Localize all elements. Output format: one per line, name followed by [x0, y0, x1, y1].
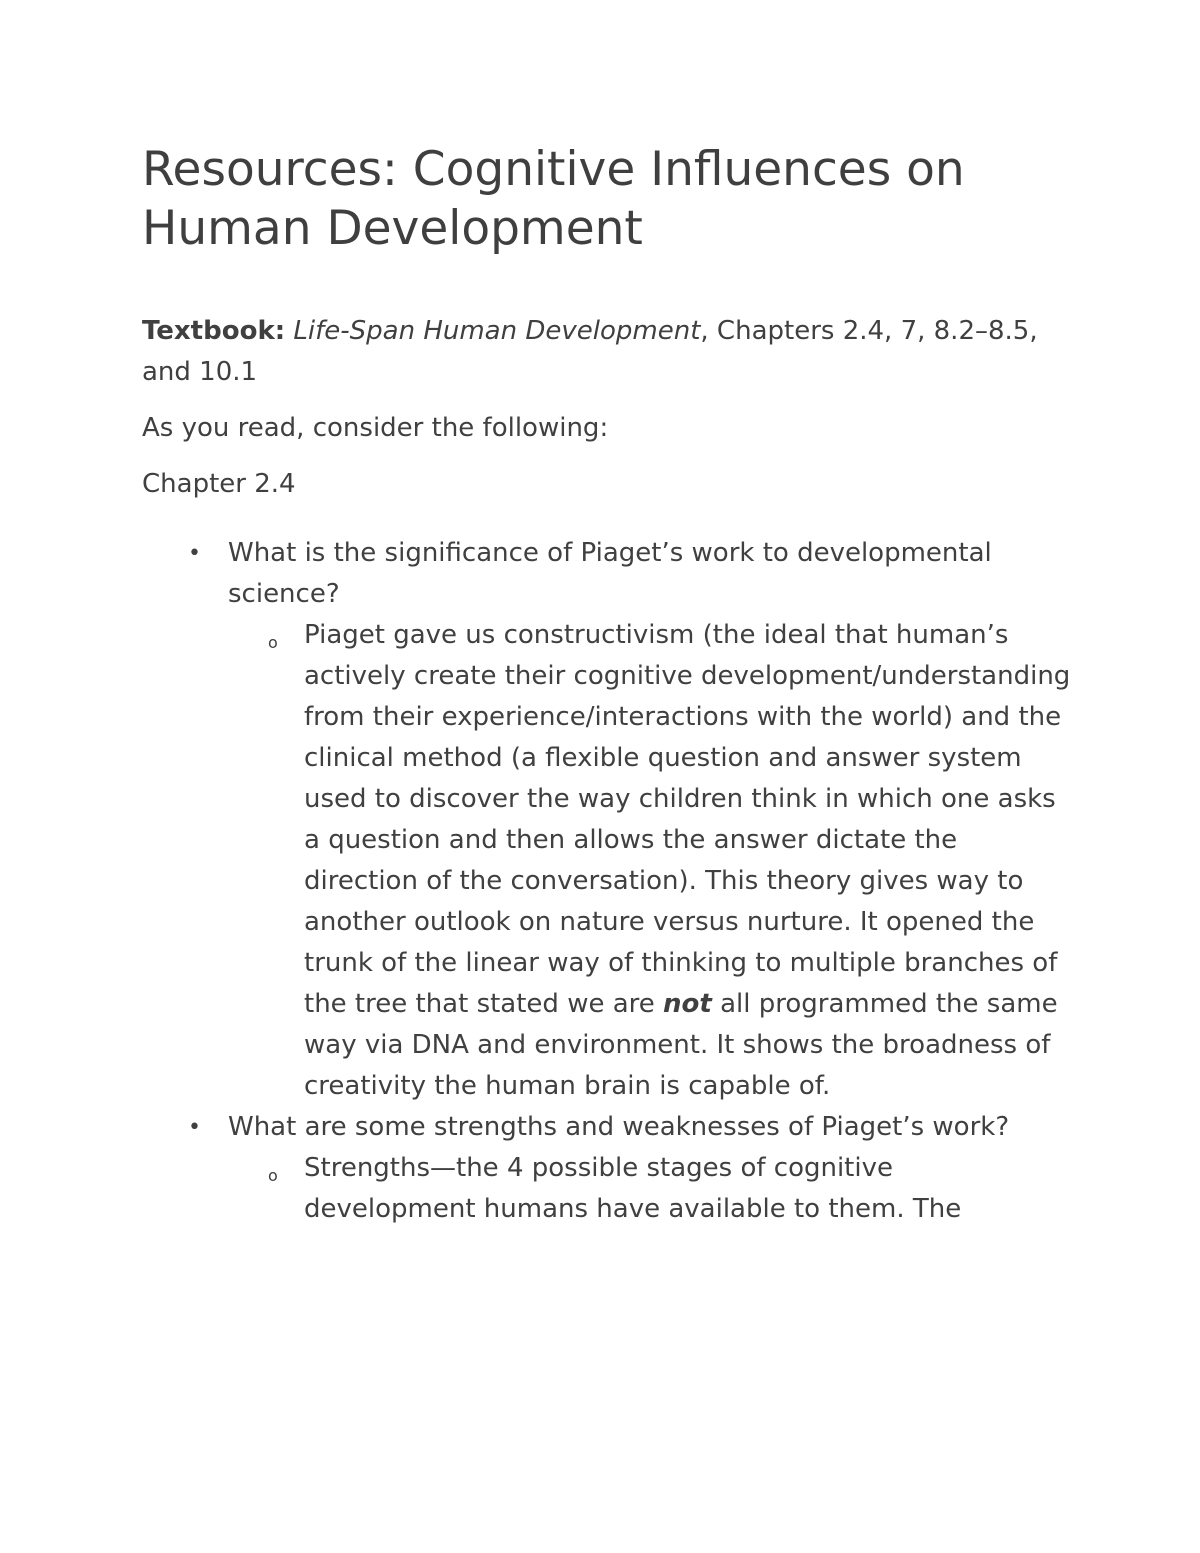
bullet-icon: • [188, 541, 201, 566]
question-list [142, 533, 1072, 1230]
page-title [142, 140, 1102, 258]
answer-text-part-1: Piaget gave us constructivism (the ideal that human’s actively create their cognitive development/understanding from their experience/interactions with the world) and the clinical method (a flexible question and answer system used to discover the way children think in which one asks a question and then allows the answer dictate the direction of the conversation). This theory gives way to another outlook on nature versus nurture. It opened the trunk of the linear way of thinking to multiple branches of the tree that stated we are [304, 620, 1071, 1019]
answer-item [228, 615, 1072, 1107]
answer-list [228, 615, 1072, 1107]
question-text: What are some strengths and weaknesses of Piaget’s work? [228, 1112, 1010, 1142]
textbook-chapters: , Chapters 2.4, 7, 8.2–8.5, and 10.1 [142, 316, 1038, 387]
title-line-2: Human Development [142, 201, 643, 256]
question-text: What is the significance of Piaget’s work to developmental science? [228, 538, 992, 609]
answer-list [228, 1148, 1072, 1230]
answer-text: Strengths—the 4 possible stages of cognitive development humans have available to them. The [304, 1153, 962, 1224]
title-line-1: Resources: Cognitive Influences on [142, 142, 965, 197]
hollow-bullet-icon: o [268, 1166, 278, 1185]
section-heading: Chapter 2.4 [142, 469, 296, 499]
reading-instruction: As you read, consider the following: [142, 413, 609, 443]
question-item [142, 533, 1072, 1107]
answer-emphasis: not [663, 989, 712, 1019]
bullet-icon: • [188, 1115, 201, 1140]
textbook-reference [142, 311, 1042, 393]
answer-item [228, 1148, 1072, 1230]
question-item [142, 1107, 1072, 1230]
hollow-bullet-icon: o [268, 633, 278, 652]
textbook-title: Life-Span Human Development [293, 316, 701, 346]
answer-text-part-2: all programmed the same way via DNA and environment. It shows the broadness of creativity the human brain is capable of. [304, 989, 1058, 1101]
textbook-label: Textbook: [142, 316, 286, 346]
